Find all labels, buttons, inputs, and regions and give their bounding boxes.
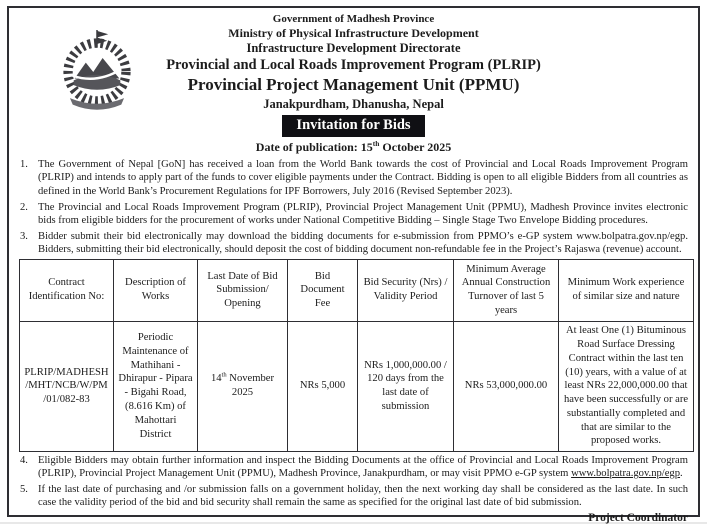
col-header-turnover: Minimum Average Annual Construction Turnover of last 5 years bbox=[454, 259, 559, 321]
cell-contract-id: PLRIP/MADHESH/MHT/NCB/W/PM/01/082-83 bbox=[20, 321, 114, 451]
header-line-province: Government of Madhesh Province bbox=[272, 13, 435, 25]
document-border-frame bbox=[7, 6, 700, 524]
publication-date bbox=[19, 140, 688, 155]
notice-1-number: 1. bbox=[20, 158, 28, 170]
col-header-experience: Minimum Work experience of similar size and nature bbox=[559, 259, 694, 321]
cell-document-fee: NRs 5,000 bbox=[288, 321, 358, 451]
notice-4-number: 4. bbox=[20, 454, 28, 466]
notice-1 bbox=[19, 158, 688, 199]
notice-1-text: The Government of Nepal [GoN] has received a loan from the World Bank towards the cost of Provincial and Local Roads Improvement Program (PLRIP) and intends to apply part of the funds to cover eligible payments under the Contract. Bidding is open to all eligible Bidders from all countries as defined in the World Bank’s Procurement Regulations for IPF Borrowers, July 2016 (Revised September 2023). bbox=[38, 158, 688, 197]
col-header-bid-security: Bid Security (Nrs) / Validity Period bbox=[358, 259, 454, 321]
last-date-month-year: November 2025 bbox=[226, 373, 275, 399]
cell-experience: At least One (1) Bituminous Road Surface Dressing Contract within the last ten (10) years, with a value of at least NRs 22,000,000.00 that have been successfully or are substantially completed and that are similar to the proposed works. bbox=[559, 321, 694, 451]
notice-4-text-before: Eligible Bidders may obtain further information and inspect the Bidding Documents at the office of Provincial and Local Roads Improvement Program (PLRIP), Provincial Project Management Unit (PPMU), Madhesh Province, Janakpurdham, or may visit PPMO e-GP system bbox=[38, 454, 688, 480]
cell-bid-security: NRs 1,000,000.00 / 120 days from the last date of submission bbox=[358, 321, 454, 451]
nepal-emblem-icon bbox=[55, 24, 139, 120]
publication-date-prefix: Date of publication: 15 bbox=[255, 139, 373, 154]
header-line-unit: Provincial Project Management Unit (PPMU) bbox=[187, 75, 520, 95]
col-header-contract-id: Contract Identification No: bbox=[20, 259, 114, 321]
publication-date-suffix: October 2025 bbox=[379, 139, 452, 154]
notice-5-text: If the last date of purchasing and /or submission falls on a government holiday, then the next working day shall be considered as the last date. In such case the validity period of the bid and bid security shall remain the same as specified for the original last date of bid submission. bbox=[38, 483, 688, 509]
invitation-for-bids-banner: Invitation for Bids bbox=[282, 115, 424, 137]
last-date-day: 14 bbox=[210, 373, 222, 385]
bid-details-table bbox=[19, 259, 694, 452]
col-header-description: Description of Works bbox=[114, 259, 198, 321]
cell-last-date bbox=[198, 321, 288, 451]
egp-system-link[interactable]: www.bolpatra.gov.np/egp bbox=[571, 468, 681, 480]
table-row bbox=[20, 321, 694, 451]
notice-5-number: 5. bbox=[20, 483, 28, 495]
header-line-location: Janakpurdham, Dhanusha, Nepal bbox=[263, 96, 444, 111]
government-emblem bbox=[55, 24, 139, 120]
header-line-directorate: Infrastructure Development Directorate bbox=[246, 41, 461, 56]
notice-2 bbox=[19, 201, 688, 228]
notice-3-number: 3. bbox=[20, 230, 28, 242]
table-header-row bbox=[20, 259, 694, 321]
publication-date-ordinal: th bbox=[372, 138, 380, 148]
last-date-ordinal: th bbox=[221, 371, 227, 379]
project-coordinator-signature: Project Coordinator bbox=[588, 511, 688, 524]
notice-5 bbox=[19, 483, 688, 510]
notice-4 bbox=[19, 454, 688, 481]
notice-4-text bbox=[38, 454, 688, 481]
header-line-ministry: Ministry of Physical Infrastructure Development bbox=[228, 26, 479, 41]
col-header-last-date: Last Date of Bid Submission/ Opening bbox=[198, 259, 288, 321]
notice-2-number: 2. bbox=[20, 201, 28, 213]
header-line-program: Provincial and Local Roads Improvement Program (PLRIP) bbox=[166, 57, 541, 74]
notice-2-text: The Provincial and Local Roads Improvement Program (PLRIP), Provincial Project Management Unit (PPMU), Madhesh Province invites electronic bids from eligible bidders for the procurement of works under National Competitive Bidding – Single Stage Two Envelope Bidding procedures. bbox=[38, 201, 688, 227]
cell-description: Periodic Maintenance of Mathihani - Dhirapur - Pipara - Bigahi Road, (8.616 Km) of Mahottari District bbox=[114, 321, 198, 451]
cell-turnover: NRs 53,000,000.00 bbox=[454, 321, 559, 451]
notice-3 bbox=[19, 230, 688, 257]
notice-3-text: Bidder submit their bid electronically may download the bidding documents for e-submission from PPMO’s e-GP system www.bolpatra.gov.np/egp. Bidders, submitting their bid electronically, should deposit the cost of bidding document non-refundable fee in the Project’s Rajaswa (revenue) account. bbox=[38, 230, 688, 256]
col-header-document-fee: Bid Document Fee bbox=[288, 259, 358, 321]
notice-4-text-after: . bbox=[680, 468, 683, 480]
